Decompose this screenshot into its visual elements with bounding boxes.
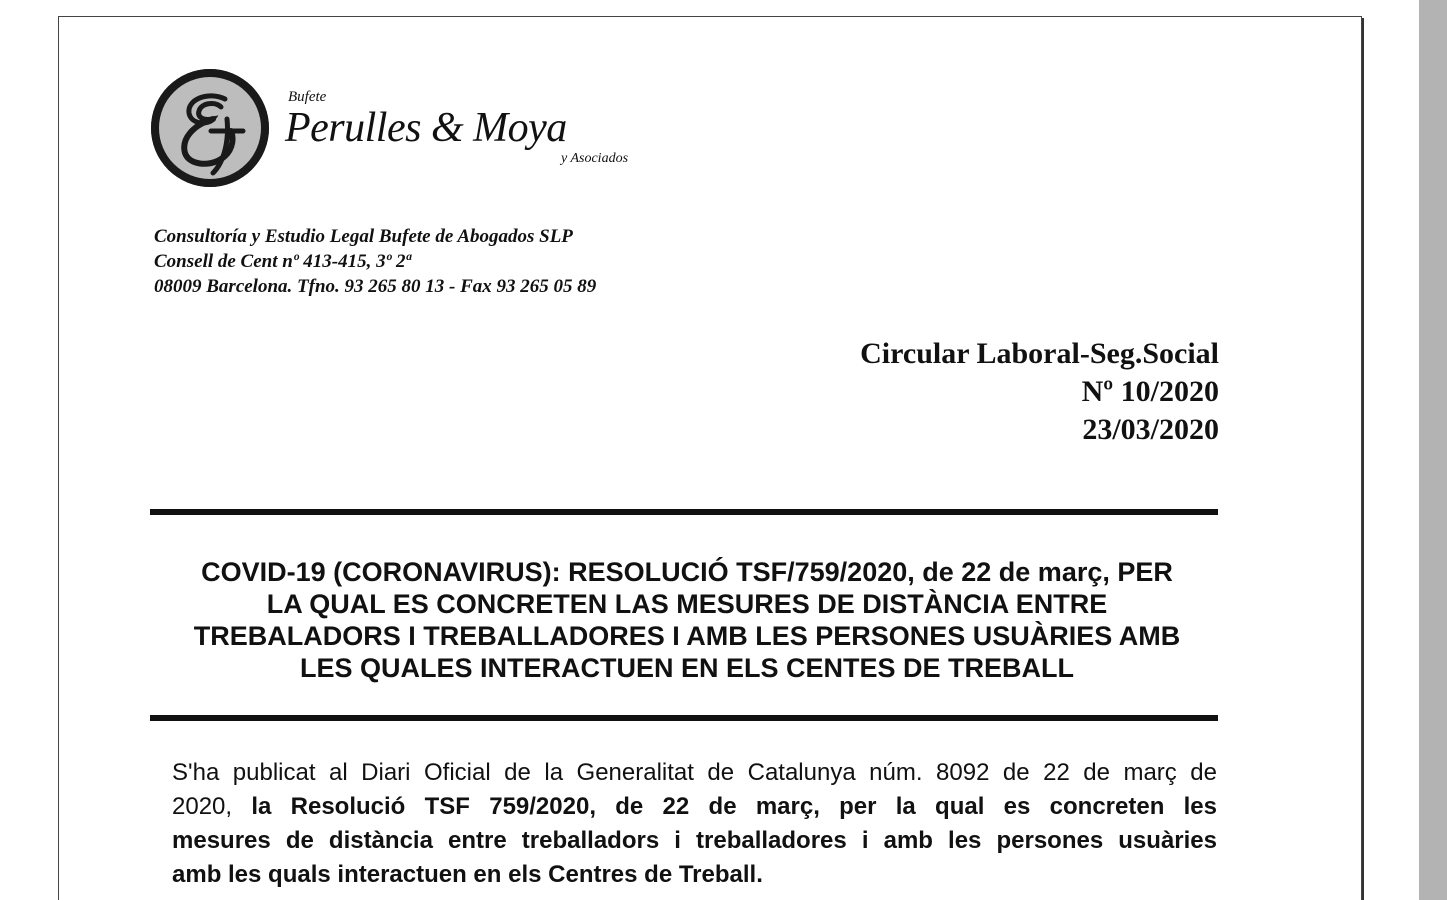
body-line bbox=[172, 790, 1217, 824]
body-bold-text: la Resolució TSF 759/2020, de 22 de març, per la qual es concreten les bbox=[251, 793, 1217, 820]
firm-address bbox=[154, 224, 596, 299]
body-line: S'ha publicat al Diari Oficial de la Generalitat de Catalunya núm. 8092 de 22 de març de bbox=[172, 759, 1217, 786]
logo-asociados-text: y Asociados bbox=[561, 151, 629, 166]
logo-bufete-text: Bufete bbox=[288, 89, 327, 105]
address-line-company: Consultoría y Estudio Legal Bufete de Abogados SLP bbox=[154, 226, 573, 247]
circular-date: 23/03/2020 bbox=[1082, 413, 1219, 446]
body-text: 2020, bbox=[172, 793, 252, 820]
logo-firm-name: Perulles & Moya bbox=[285, 105, 567, 151]
body-line: mesures de distància entre treballadors i treballadores i amb les persones usuàries bbox=[172, 827, 1217, 854]
body-paragraph bbox=[172, 756, 1217, 892]
title-divider-top bbox=[150, 509, 1218, 515]
title-line: TREBALADORS I TREBALLADORES I AMB LES PERSONES USUÀRIES AMB bbox=[193, 621, 1181, 651]
title-line: LA QUAL ES CONCRETEN LAS MESURES DE DISTÀNCIA ENTRE bbox=[266, 589, 1108, 619]
address-line-city-phone: 08009 Barcelona. Tfno. 93 265 80 13 - Fax 93 265 05 89 bbox=[154, 276, 597, 297]
title-line: COVID-19 (CORONAVIRUS): RESOLUCIÓ TSF/759/2020, de 22 de març, PER bbox=[201, 557, 1173, 587]
address-line-street: Consell de Cent nº 413-415, 3º 2ª bbox=[154, 251, 411, 272]
title-line: LES QUALES INTERACTUEN EN ELS CENTES DE TREBALL bbox=[299, 653, 1075, 683]
document-title bbox=[150, 556, 1224, 684]
firm-logo-icon bbox=[151, 69, 269, 187]
title-divider-bottom bbox=[150, 715, 1218, 721]
scrollbar-gutter[interactable] bbox=[1419, 0, 1447, 900]
circular-type: Circular Laboral-Seg.Social bbox=[860, 337, 1219, 370]
circular-header bbox=[860, 335, 1219, 449]
body-line: amb les quals interactuen en els Centres de Treball. bbox=[172, 861, 763, 888]
circular-number: Nº 10/2020 bbox=[1081, 375, 1219, 408]
